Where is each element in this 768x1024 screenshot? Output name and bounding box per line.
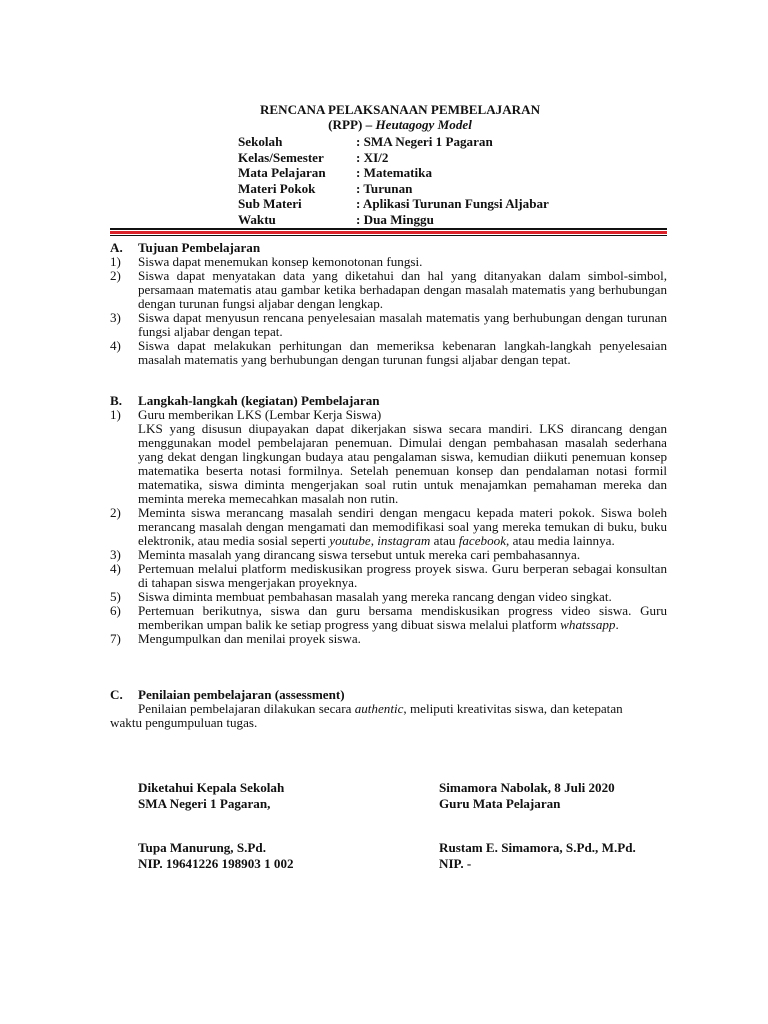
assessment-paragraph — [110, 702, 667, 716]
item-paragraph: LKS yang disusun diupayakan dapat dikerjakan siswa secara mandiri. LKS dirancang dengan menggunakan model pembelajaran penemuan. Dimulai dengan pembahasan masalah sederhana yang dekat dengan lingkungan budaya atau pengalaman siswa, kemudian diikuti penemuan konsep matematika beserta notasi formilnya. Setelah penemuan konsep dan pendalaman notasi formil matematika, siswa diminta mengerjakan soal rutin untuk menajamkan pemahaman mereka dan meminta mereka memecahkan masalah non rutin. — [138, 421, 667, 506]
section-letter: B. — [110, 393, 123, 408]
item-text-part: , — [370, 533, 378, 548]
section-heading — [110, 241, 667, 255]
list-item — [110, 255, 667, 269]
header-rule-black — [110, 228, 667, 230]
info-label: Kelas/Semester — [238, 149, 324, 165]
info-value: : Aplikasi Turunan Fungsi Aljabar — [356, 196, 549, 211]
item-text — [138, 506, 667, 548]
item-text-part: atau — [430, 533, 459, 548]
info-label: Sub Materi — [238, 196, 302, 211]
signature-right-name: Rustam E. Simamora, S.Pd., M.Pd. — [439, 840, 636, 855]
paragraph-part: , meliputi kreativitas siswa, dan ketepatan — [403, 701, 623, 716]
section-penilaian — [110, 688, 667, 730]
section-title: Tujuan Pembelajaran — [138, 240, 261, 255]
info-table — [238, 134, 549, 227]
info-row-waktu — [238, 212, 549, 228]
document-subtitle — [0, 118, 768, 132]
list-item — [110, 548, 667, 562]
signature-left-name: Tupa Manurung, S.Pd. — [138, 840, 266, 855]
item-text: Siswa diminta membuat pembahasan masalah yang mereka rancang dengan video singkat. — [138, 589, 612, 604]
list-item — [110, 604, 667, 632]
authentic-term: authentic — [354, 701, 404, 716]
section-title: Langkah-langkah (kegiatan) Pembelajaran — [138, 393, 380, 408]
header-rule-thin — [110, 235, 667, 236]
item-text: Pertemuan melalui platform mediskusikan progress proyek siswa. Guru berperan sebagai konsultan di tahapan siswa mengerjakan proyeknya. — [138, 561, 667, 590]
item-number: 1) — [110, 254, 121, 269]
info-label: Mata Pelajaran — [238, 165, 326, 180]
info-row-kelas — [238, 150, 549, 166]
signature-left-identity — [138, 840, 294, 872]
signature-left — [138, 780, 284, 812]
item-text: Siswa dapat menemukan konsep kemonotonan fungsi. — [138, 254, 423, 269]
item-number: 7) — [110, 631, 121, 646]
list-item — [110, 311, 667, 339]
item-text-part: , atau media lainnya. — [506, 533, 615, 548]
signature-right-nip: NIP. - — [439, 856, 472, 871]
info-value: : Matematika — [356, 165, 432, 180]
info-label: Sekolah — [238, 134, 283, 149]
info-value: : SMA Negeri 1 Pagaran — [356, 134, 493, 149]
list-item — [110, 269, 667, 311]
item-text — [138, 604, 667, 632]
list-item — [110, 590, 667, 604]
item-text-part: Meminta siswa merancang masalah sendiri dengan mengacu kepada materi pokok. Siswa boleh merancang masalah dengan mengamati dan memodifikasi soal yang mereka temukan di buku, buku elektronik, atau media sosial seperti — [138, 505, 667, 548]
item-number: 3) — [110, 547, 121, 562]
item-number: 1) — [110, 407, 121, 422]
item-number: 6) — [110, 603, 121, 618]
section-title: Penilaian pembelajaran (assessment) — [138, 687, 345, 702]
info-row-materi — [238, 181, 549, 197]
youtube-term: youtube — [329, 533, 371, 548]
item-number: 2) — [110, 268, 121, 283]
info-row-submateri — [238, 196, 549, 212]
item-text-part: Pertemuan berikutnya, siswa dan guru bersama mendiskusikan progress video siswa. Guru memberikan umpan balik ke setiap progress yang dibuat siswa melalui platform — [138, 603, 667, 632]
info-value: : Dua Minggu — [356, 211, 434, 227]
section-heading — [110, 394, 667, 408]
signature-left-school: SMA Negeri 1 Pagaran, — [138, 796, 271, 811]
facebook-term: facebook — [458, 533, 507, 548]
document-title: RENCANA PELAKSANAAN PEMBELAJARAN — [259, 102, 541, 117]
header-rule-red — [110, 231, 667, 234]
info-label: Materi Pokok — [238, 180, 316, 196]
subtitle-model: Heutagogy Model — [375, 117, 472, 132]
section-heading — [110, 688, 667, 702]
item-number: 4) — [110, 338, 121, 353]
section-letter: C. — [110, 687, 123, 702]
item-text: Meminta masalah yang dirancang siswa tersebut untuk mereka cari pembahasannya. — [138, 547, 581, 562]
paragraph-part: Penilaian pembelajaran dilakukan secara — [138, 701, 355, 716]
signature-right — [439, 780, 615, 812]
item-text-part: . — [615, 617, 619, 632]
item-text: Siswa dapat menyatakan data yang diketahui dan hal yang ditanyakan dalam simbol-simbol, persamaan matematis atau gambar ketika berhadapan dengan masalah matematis yang berhubungan dengan turunan fungsi aljabar dengan lengkap. — [138, 268, 667, 311]
subtitle-prefix: (RPP) – — [328, 117, 376, 132]
list-item — [110, 562, 667, 590]
info-value: : XI/2 — [356, 149, 389, 165]
list-item — [110, 632, 667, 646]
whatsapp-term: whatssapp — [560, 617, 616, 632]
signature-left-nip: NIP. 19641226 198903 1 002 — [138, 856, 294, 871]
section-tujuan — [110, 241, 667, 367]
signature-right-role: Guru Mata Pelajaran — [439, 796, 561, 811]
item-number: 3) — [110, 310, 121, 325]
info-row-sekolah — [238, 134, 549, 150]
item-number: 4) — [110, 561, 121, 576]
section-letter: A. — [110, 240, 123, 255]
list-item — [110, 339, 667, 367]
item-text: Siswa dapat melakukan perhitungan dan memeriksa kebenaran langkah-langkah penyelesaian masalah matematis yang berhubungan dengan turunan fungsi aljabar dengan tepat. — [138, 338, 667, 367]
signature-left-role: Diketahui Kepala Sekolah — [138, 780, 285, 795]
signature-right-date: Simamora Nabolak, 8 Juli 2020 — [439, 780, 615, 795]
item-text: Siswa dapat menyusun rencana penyelesaian masalah matematis yang berhubungan dengan turunan fungsi aljabar dengan tepat. — [138, 310, 667, 339]
instagram-term: instagram — [377, 533, 431, 548]
info-label: Waktu — [238, 211, 276, 227]
info-value: : Turunan — [356, 180, 413, 196]
section-langkah — [110, 394, 667, 646]
item-text: Mengumpulkan dan menilai proyek siswa. — [138, 631, 361, 646]
list-item — [110, 408, 667, 422]
assessment-paragraph-line2: waktu pengumpuluan tugas. — [110, 715, 258, 730]
item-number: 5) — [110, 589, 121, 604]
signature-right-identity — [439, 840, 636, 872]
item-text: Guru memberikan LKS (Lembar Kerja Siswa) — [138, 407, 382, 422]
list-item — [110, 506, 667, 548]
item-number: 2) — [110, 505, 121, 520]
info-row-mapel — [238, 165, 549, 181]
